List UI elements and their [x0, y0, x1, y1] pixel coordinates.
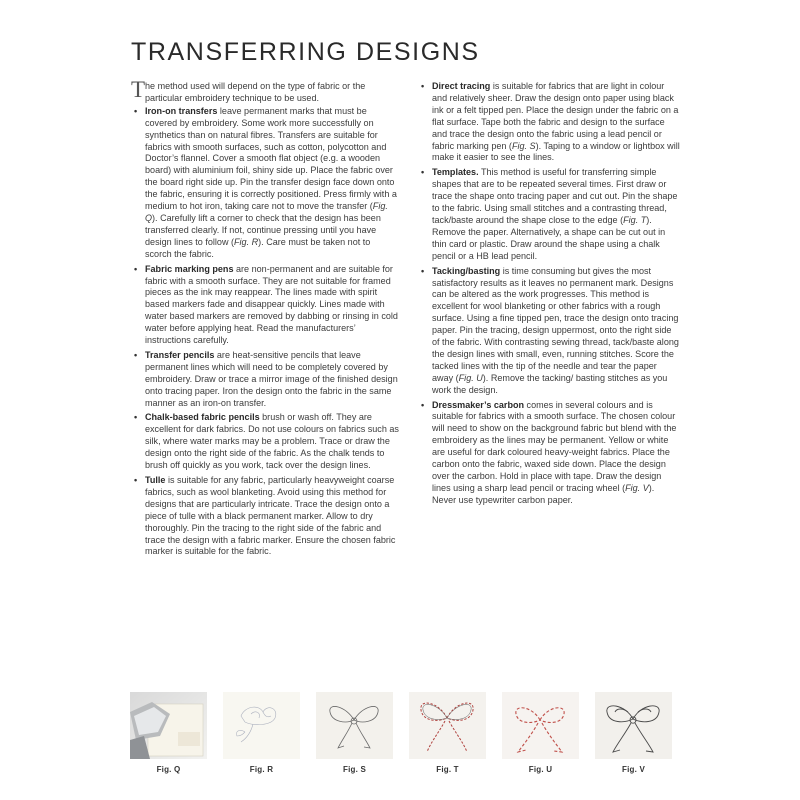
method-term: Direct tracing: [432, 81, 491, 91]
method-term: Templates.: [432, 167, 479, 178]
left-method-list: [131, 106, 399, 559]
fig-r-caption: Fig. R: [249, 765, 274, 774]
figure-q: [130, 692, 207, 774]
figure-s: [316, 692, 393, 774]
method-description: is suitable for any fabric, particularly heavyweight coarse fabrics, such as wool blanketing. Avoid using this method for designs that are particularly intricate. Trace the design onto a piece of tulle with a black permanent marker. Allow to dry thoroughly. Pin the tracing to the right side of the fabric and trace the design with a fabric marker. Ensure the chosen fabric marker is suitable for the fabric.: [145, 475, 396, 557]
intro-paragraph: [131, 77, 399, 105]
method-item: [418, 167, 680, 262]
method-description: ). Carefully lift a corner to check that the design has been transferred clearly. If not, continue pressing until you have design lines to follow (: [145, 212, 381, 247]
method-description: is suitable for fabrics that are light in colour and relatively sheer. Draw the design onto paper using black ink or a felt tipped pen. Place the design under the fabric on a flat surface. Tape both the fabric and design to the surface and trace the design onto the fabric using a lead pencil or fabric marking pen (: [432, 81, 679, 151]
method-description: is time consuming but gives the most satisfactory results as it leaves no permanent mark. Designs can be altered as the work progresses. This method is excellent for wool blanketing or other fabrics with a rough surface. Using a fine tipped pen, trace the design onto tracing paper. Pin the tracing, design uppermost, onto the right side of the fabric. With contrasting sewing thread, tack/baste along the design lines with small, even, running stitches. Score the tacked lines with the tip of the needle and tear the paper away (: [432, 265, 679, 383]
figure-reference: Fig. T: [623, 214, 647, 225]
bullet-icon: •: [421, 81, 425, 91]
fig-t-photo: [409, 692, 486, 759]
fig-v-caption: Fig. V: [622, 765, 645, 774]
fig-v-photo: [595, 692, 672, 759]
method-description: comes in several colours and is suitable for fabrics with a smooth surface. The chosen colour will need to show on the background fabric but blend with the embroidery as the lines may be permanent. Yellow or white are useful for dark coloured heavy-weight fabrics. Place the carbon onto the fabric, waxed side down. Place the design over the carbon. Hold in place with tape. Draw the design lines using a sharp lead pencil or tracing wheel (: [432, 399, 677, 493]
method-term: Tulle: [145, 475, 166, 485]
figure-u: [502, 692, 579, 774]
figure-reference: Fig. V: [625, 482, 649, 493]
method-description: ). Remove the paper. Alternatively, a shape can be cut out in thin card or plastic. Draw around the shape using a chalk pencil or a HB lead pencil.: [432, 214, 666, 261]
method-item: [418, 400, 680, 507]
figure-t: [409, 692, 486, 774]
method-term: Tacking/basting: [432, 265, 501, 276]
figure-reference: Fig. Q: [145, 201, 388, 223]
right-method-list: [418, 81, 680, 507]
method-description: ). Care must be taken not to scorch the fabric.: [145, 236, 371, 259]
fig-s-photo: [316, 692, 393, 759]
bullet-icon: •: [134, 475, 138, 485]
right-column: [418, 81, 680, 510]
fig-q-caption: Fig. Q: [156, 765, 181, 774]
method-term: Dressmaker’s carbon: [432, 399, 525, 410]
bullet-icon: •: [421, 167, 425, 178]
fig-r-photo: [223, 692, 300, 759]
method-description: brush or wash off. They are excellent for dark fabrics. Do not use colours on fabrics such as silk, where water marks may be a problem. Trace or draw the design onto the right side of the fabric. As the chalk tends to brush off quickly as you work, tack over the design lines.: [145, 412, 399, 471]
figure-reference: Fig. R: [234, 236, 259, 247]
bullet-icon: •: [421, 265, 425, 276]
method-item: [418, 81, 680, 164]
method-description: are non-permanent and are suitable for fabric with a smooth surface. They are not suitable for framed pieces as the ink may reappear. The lines made with spirit based markers fade and disappear quickly. Lines made with water based markers are removed by dabbing or rinsing in cold water before applying heat. Read the manufacturers’ instructions carefully.: [145, 263, 398, 346]
bullet-icon: •: [134, 263, 138, 274]
method-item: [131, 412, 399, 472]
fig-t-caption: Fig. T: [436, 765, 459, 774]
fig-q-photo: [130, 692, 207, 759]
method-description: ). Remove the tacking/ basting stitches as you work the design.: [432, 372, 668, 395]
method-item: [131, 106, 399, 261]
bullet-icon: •: [421, 399, 425, 410]
method-item: [418, 266, 680, 397]
figure-r: [223, 692, 300, 774]
drop-cap: T: [131, 77, 146, 102]
method-item: [131, 264, 399, 347]
method-term: Fabric marking pens: [145, 263, 234, 274]
method-description: This method is useful for transferring simple shapes that are to be repeated several times. First draw or trace the shape onto tracing paper and cut out. Pin the shape to the fabric. Using small stitches and a contrasting thread, tack/baste around the shape close to the edge (: [432, 167, 678, 225]
method-term: Chalk-based fabric pencils: [145, 412, 260, 423]
intro-text: he method used will depend on the type of fabric or the particular embroidery technique to be used.: [145, 81, 366, 103]
figure-strip: [126, 692, 686, 782]
fig-u-photo: [502, 692, 579, 759]
figure-reference: Fig. S: [511, 140, 536, 151]
bullet-icon: •: [134, 105, 138, 116]
method-item: [131, 475, 399, 558]
bullet-icon: •: [134, 412, 138, 423]
figure-v: [595, 692, 672, 774]
figure-reference: Fig. U: [458, 372, 483, 383]
method-term: Transfer pencils: [145, 349, 215, 360]
method-item: [131, 350, 399, 410]
bullet-icon: •: [134, 349, 138, 360]
fig-u-caption: Fig. U: [528, 765, 553, 774]
page-title: TRANSFERRING DESIGNS: [131, 38, 480, 66]
method-term: Iron-on transfers: [145, 105, 218, 116]
method-description: ). Never use typewriter carbon paper.: [432, 482, 655, 505]
method-description: ). Taping to a window or lightbox will make it easier to see the lines.: [432, 140, 680, 163]
method-description: are heat-sensitive pencils that leave permanent lines which will need to be completely covered by embroidery. Draw or trace a mirror image of the finished design onto tracing paper. Iron the design onto the fabric in the same manner as an iron-on transfer.: [145, 349, 398, 408]
left-column: [131, 77, 399, 561]
method-description: leave permanent marks that must be covered by embroidery. Some work more successfully on synthetics than on natural fibres. Transfers are suitable for fabrics with smooth surfaces, such as cotton, polycotton and Doctor’s flannel. Cover a smooth flat object (e.g. a wooden board) with aluminium foil, shiny side up. Place the fabric over the board right side up. Pin the transfer design face down onto the fabric, ensuring it is correctly positioned. Press firmly with a medium to hot iron, taking care not to move the transfer (: [145, 105, 397, 212]
fig-s-caption: Fig. S: [343, 765, 366, 774]
